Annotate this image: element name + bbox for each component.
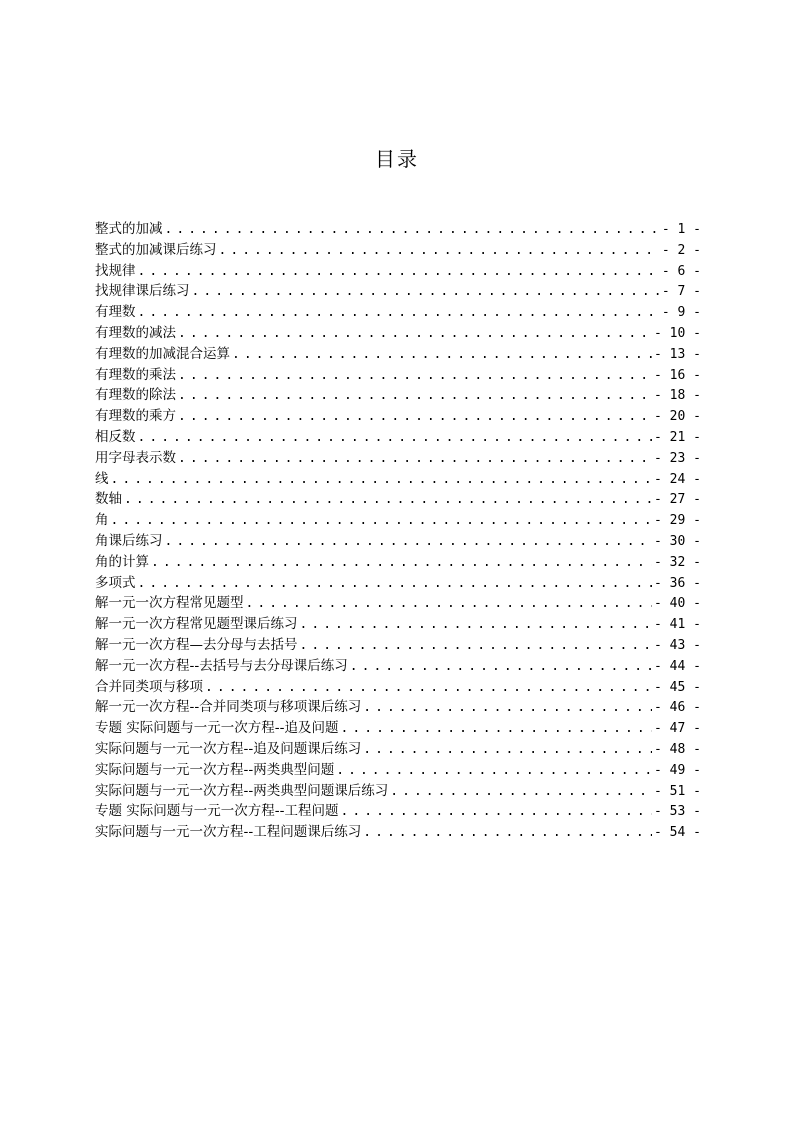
toc-entry-label: 解一元一次方程--去括号与去分母课后练习 xyxy=(95,657,348,674)
toc-dot-leader xyxy=(165,220,660,240)
toc-page-number: - 23 - xyxy=(654,450,701,466)
toc-page-number: - 54 - xyxy=(654,825,701,841)
toc-page-number: - 43 - xyxy=(654,637,701,653)
toc-entry-label: 解一元一次方程常见题型 xyxy=(95,595,244,612)
toc-entry-label: 解一元一次方程--合并同类项与移项课后练习 xyxy=(95,699,362,716)
toc-entry[interactable] xyxy=(95,614,701,635)
toc-page-number: - 24 - xyxy=(654,471,701,487)
toc-entry-label: 用字母表示数 xyxy=(95,449,176,466)
toc-entry[interactable] xyxy=(95,677,701,698)
toc-entry[interactable] xyxy=(95,489,701,510)
toc-entry-label: 有理数的除法 xyxy=(95,387,176,404)
toc-entry-label: 角的计算 xyxy=(95,553,149,570)
toc-entry[interactable] xyxy=(95,365,701,386)
toc-entry[interactable] xyxy=(95,697,701,718)
toc-entry[interactable] xyxy=(95,822,701,843)
toc-dot-leader xyxy=(178,386,652,406)
toc-dot-leader xyxy=(350,657,652,677)
toc-entry-label: 实际问题与一元一次方程--工程问题课后练习 xyxy=(95,824,362,841)
toc-entry[interactable] xyxy=(95,739,701,760)
toc-entry[interactable] xyxy=(95,323,701,344)
toc-page-number: - 7 - xyxy=(661,284,701,300)
toc-entry[interactable] xyxy=(95,448,701,469)
toc-page-number: - 32 - xyxy=(654,554,701,570)
toc-page-number: - 6 - xyxy=(661,263,701,279)
toc-entry-label: 数轴 xyxy=(95,491,122,508)
toc-entry-label: 找规律课后练习 xyxy=(95,283,190,300)
toc-page-number: - 41 - xyxy=(654,617,701,633)
toc-page-number: - 53 - xyxy=(654,804,701,820)
toc-entry-label: 有理数的加减混合运算 xyxy=(95,345,230,362)
toc-entry[interactable] xyxy=(95,344,701,365)
toc-dot-leader xyxy=(219,241,660,261)
toc-entry[interactable] xyxy=(95,406,701,427)
toc-entry[interactable] xyxy=(95,573,701,594)
toc-entry[interactable] xyxy=(95,385,701,406)
toc-entry[interactable] xyxy=(95,801,701,822)
toc-entry-label: 整式的加减课后练习 xyxy=(95,241,217,258)
toc-page-number: - 2 - xyxy=(661,242,701,258)
toc-dot-leader xyxy=(363,698,652,718)
toc-page-number: - 44 - xyxy=(654,658,701,674)
toc-page-number: - 29 - xyxy=(654,513,701,529)
toc-title: 目录 xyxy=(375,147,419,171)
toc-page-number: - 45 - xyxy=(654,679,701,695)
toc-entry-label: 有理数的乘法 xyxy=(95,366,176,383)
toc-dot-leader xyxy=(138,262,660,282)
toc-entry-label: 多项式 xyxy=(95,574,136,591)
toc-entry-label: 合并同类项与移项 xyxy=(95,678,203,695)
toc-entry-label: 找规律 xyxy=(95,262,136,279)
toc-entry-label: 解一元一次方程—去分母与去括号 xyxy=(95,636,298,653)
toc-page-number: - 13 - xyxy=(654,346,701,362)
toc-dot-leader xyxy=(178,324,652,344)
toc-entry[interactable] xyxy=(95,531,701,552)
toc-page-number: - 48 - xyxy=(654,741,701,757)
toc-page-number: - 18 - xyxy=(654,388,701,404)
toc-page-number: - 20 - xyxy=(654,409,701,425)
toc-entry[interactable] xyxy=(95,635,701,656)
toc-entry-label: 角课后练习 xyxy=(95,532,163,549)
toc-entry-label: 有理数的减法 xyxy=(95,324,176,341)
toc-entry-label: 解一元一次方程常见题型课后练习 xyxy=(95,616,298,633)
toc-dot-leader xyxy=(165,532,653,552)
toc-list xyxy=(95,219,701,843)
toc-entry[interactable] xyxy=(95,760,701,781)
toc-dot-leader xyxy=(138,303,660,323)
toc-dot-leader xyxy=(300,636,653,656)
toc-page-number: - 51 - xyxy=(654,783,701,799)
toc-dot-leader xyxy=(111,470,653,490)
toc-dot-leader xyxy=(138,574,653,594)
toc-dot-leader xyxy=(232,345,652,365)
toc-dot-leader xyxy=(178,407,652,427)
toc-page-number: - 10 - xyxy=(654,325,701,341)
toc-dot-leader xyxy=(138,428,653,448)
toc-entry-label: 整式的加减 xyxy=(95,221,163,237)
toc-entry-label: 线 xyxy=(95,470,109,487)
toc-entry[interactable] xyxy=(95,593,701,614)
toc-entry[interactable] xyxy=(95,656,701,677)
toc-dot-leader xyxy=(246,594,653,614)
toc-dot-leader xyxy=(363,740,652,760)
toc-page-number: - 27 - xyxy=(654,492,701,508)
toc-entry-label: 角 xyxy=(95,512,109,529)
toc-dot-leader xyxy=(341,719,652,739)
toc-dot-leader xyxy=(390,782,652,802)
toc-page-number: - 16 - xyxy=(654,367,701,383)
toc-dot-leader xyxy=(205,678,652,698)
toc-dot-leader xyxy=(336,761,652,781)
toc-page-number: - 30 - xyxy=(654,533,701,549)
toc-page-number: - 21 - xyxy=(654,429,701,445)
toc-entry-label: 专题 实际问题与一元一次方程--追及问题 xyxy=(95,720,339,737)
toc-entry-label: 相反数 xyxy=(95,428,136,445)
toc-dot-leader xyxy=(363,823,652,843)
toc-page-number: - 40 - xyxy=(654,596,701,612)
toc-page-number: - 49 - xyxy=(654,762,701,778)
toc-dot-leader xyxy=(341,802,652,822)
toc-entry-label: 实际问题与一元一次方程--两类典型问题课后练习 xyxy=(95,782,389,799)
toc-entry[interactable] xyxy=(95,240,701,261)
toc-entry-label: 专题 实际问题与一元一次方程--工程问题 xyxy=(95,803,339,820)
toc-entry[interactable] xyxy=(95,302,701,323)
toc-page-number: - 46 - xyxy=(654,700,701,716)
toc-entry[interactable] xyxy=(95,718,701,739)
toc-dot-leader xyxy=(151,553,652,573)
toc-dot-leader xyxy=(178,449,652,469)
toc-dot-leader xyxy=(178,366,652,386)
toc-page-number: - 9 - xyxy=(661,305,701,321)
toc-page-number: - 47 - xyxy=(654,721,701,737)
toc-entry[interactable] xyxy=(95,261,701,282)
toc-entry-label: 有理数的乘方 xyxy=(95,408,176,425)
toc-entry[interactable] xyxy=(95,219,701,240)
toc-entry[interactable] xyxy=(95,281,701,302)
toc-entry[interactable] xyxy=(95,781,701,802)
toc-entry[interactable] xyxy=(95,510,701,531)
toc-entry[interactable] xyxy=(95,469,701,490)
toc-entry-label: 实际问题与一元一次方程--追及问题课后练习 xyxy=(95,740,362,757)
toc-page-number: - 36 - xyxy=(654,575,701,591)
toc-dot-leader xyxy=(192,282,660,302)
toc-dot-leader xyxy=(111,511,653,531)
toc-page-number: - 1 - xyxy=(661,222,701,237)
toc-entry[interactable] xyxy=(95,427,701,448)
toc-dot-leader xyxy=(124,490,652,510)
toc-entry-label: 实际问题与一元一次方程--两类典型问题 xyxy=(95,761,335,778)
toc-entry[interactable] xyxy=(95,552,701,573)
toc-entry-label: 有理数 xyxy=(95,304,136,321)
toc-dot-leader xyxy=(300,615,653,635)
